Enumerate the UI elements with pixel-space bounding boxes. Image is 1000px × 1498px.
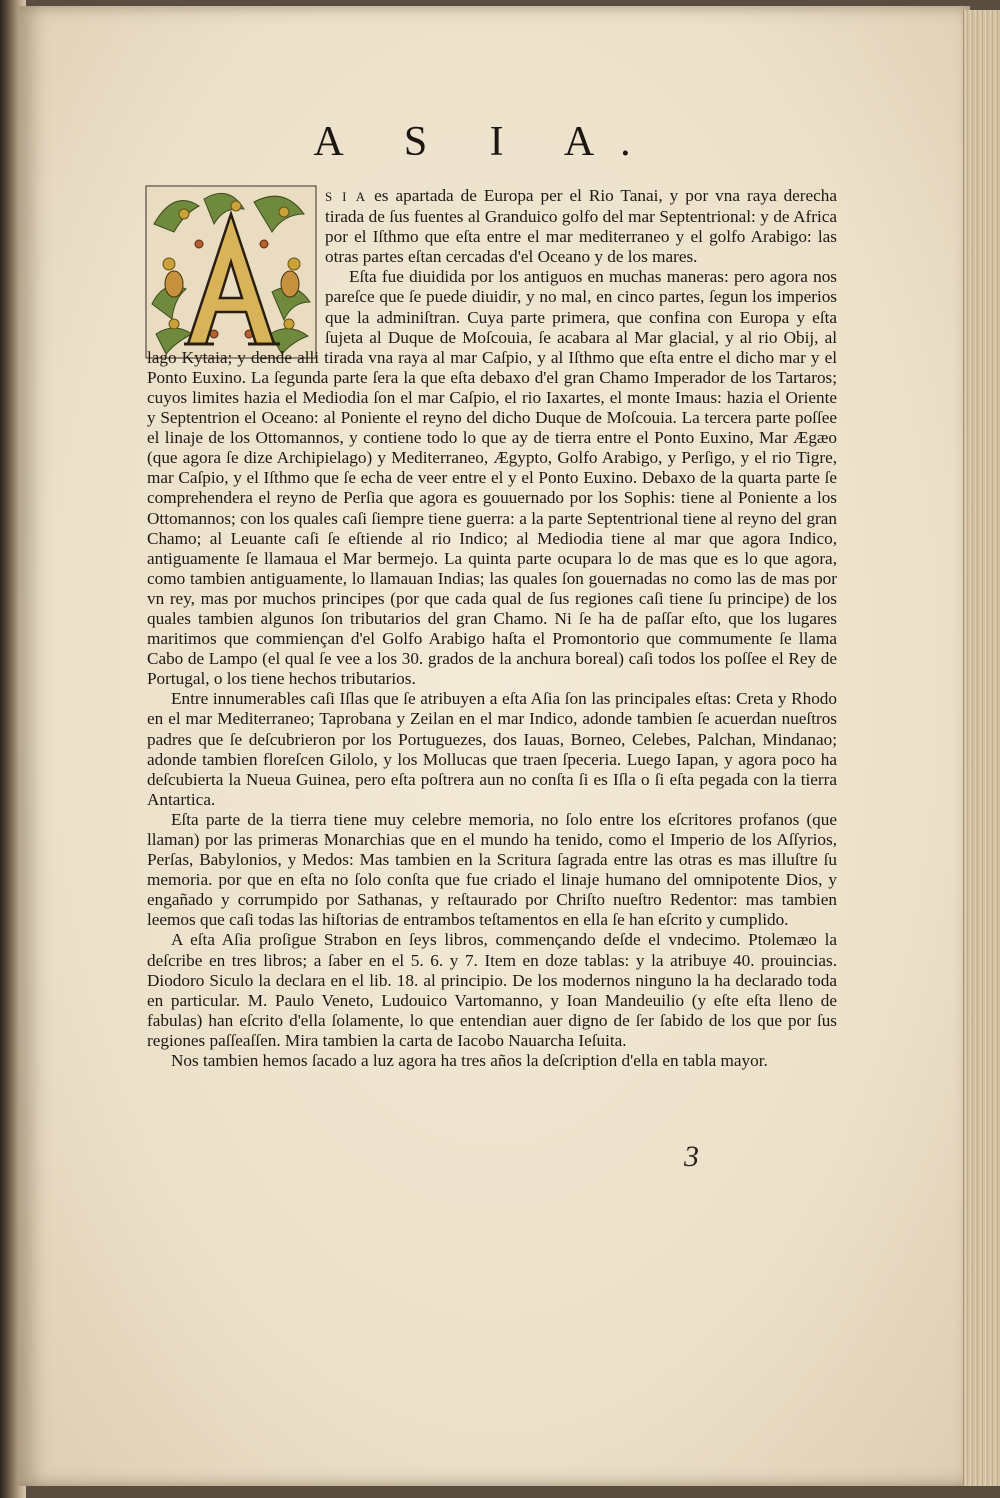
page-edges	[963, 10, 1000, 1486]
paragraph-lead: S I A	[325, 189, 368, 204]
paragraph-2: Eſta fue diuidida por los antiguos en muchas maneras: pero agora nos pareſce que ſe puede diuidir, y no mal, en cinco partes, ſegun los imperios que la adminiſtran. Cuya parte primera, que confina con Europa y eſta ſujeta al Duque de Moſcouia, ſe acabara al Mar glacial, y al rio Obij, al lago Kytaia; y dende alli tirada vna raya al mar Caſpio, y al Iſthmo que eſta entre el dicho mar y el Ponto Euxino. La ſegunda parte ſera la que eſta debaxo d'el gran Chamo Imperador de los Tartaros; cuyos limites hazia el Mediodia ſon el mar Caſpio, el rio Iaxartes, el monte Imaus: hazia el Oriente y Septentrion el Oceano: al Poniente el reyno del dicho Duque de Moſcouia. La tercera parte poſſee el linaje de los Ottomannos, y contiene todo lo que ay de tierra entre el Ponto Euxino, Mar Ægæo (que agora ſe dize Archipielago) y Mediterraneo, Ægypto, Golfo Arabigo, y Perſigo, y el rio Tigre, mar Caſpio, y el Iſthmo que ſe echa de veer entre el y el Ponto Euxino. Debaxo de la quarta parte ſe comprehendera el reyno de Perſia que agora es gouuernado por los Sophis: tiene al Poniente a los Ottomannos; con los quales caſi ſiempre tiene guerra: a la parte Septentrional tiene al reyno del gran Chamo; al Leuante caſi ſe eſtiende al rio Indico; al Mediodia tiene al mar que agora Indico, antiguamente ſe llamaua el Mar bermejo. La quinta parte ocupara lo de mas que es lo que agora, como tambien antiguamente, lo llamauan Indias; las quales ſon gouernadas no como las de mas por vn rey, mas por muchos principes (por que cada qual de ſus regiones caſi tiene ſu principe) de los quales tambien algunos ſon tributarios del gran Chamo. Ni ſe ha de paſſar eſto, que los lugares maritimos que commiençan d'el Golfo Arabigo haſta el Promontorio que commumente ſe llama Cabo de Lampo (el qual ſe vee a los 30. grados de la anchura boreal) caſi todos los poſſee el Rey de Portugal, o los tiene hechos tributarios.	[147, 267, 837, 689]
page-title: A S I A.	[313, 119, 657, 165]
paragraph-text: es apartada de Europa per el Rio Tanai, y por vna raya derecha tirada de ſus fuentes al Granduico golfo del mar Septentrional: y de Africa por el Iſthmo que eſta entre el mar mediterraneo y el golfo Arabigo: las otras partes eſtan cercadas d'el Oceano y de los mares.	[325, 186, 837, 267]
initial-spacer	[147, 188, 325, 346]
body-text	[147, 186, 837, 1071]
paragraph-3: Entre innumerables caſi Iſlas que ſe atribuyen a eſta Aſia ſon las principales eſtas: Creta y Rhodo en el mar Mediterraneo; Taprobana y Zeilan en el mar Indico, adonde tambien ſe acuerdan nueſtros padres que ſe deſcubrieron por los Portuguezes, dos Iauas, Borneo, Celebes, Palchan, Mindanao; adonde tambien floreſcen Gilolo, y los Mollucas que traen ſpeceria. Luego Iapan, y agora poco ha deſcubierta la Nueua Guinea, pero eſta poſtrera aun no conſta ſi es Iſla o ſi eſta pegada con la tierra Antartica.	[147, 689, 837, 809]
paragraph-6: Nos tambien hemos ſacado a luz agora ha tres años la deſcription d'ella en tabla mayor.	[171, 1051, 768, 1071]
paragraph-5: A eſta Aſia proſigue Strabon en ſeys libros, commençando deſde el vndecimo. Ptolemæo la deſcribe en tres libros; a ſaber en el 5. 6. y 7. Item en doze tablas: y la atribuye 40. prouincias. Diodoro Siculo la declara en el lib. 18. al principio. De los modernos ninguno la ha declarado toda en particular. M. Paulo Veneto, Ludouico Vartomanno, y Ioan Mandeuilio (y eſte eſta lleno de fabulas) han eſcrito d'ella ſolamente, lo que entendian auer digno de ſer ſabido de los que por ſus regiones paſſeaſſen. Mira tambien la carta de Iacobo Nauarcha Ieſuita.	[147, 930, 837, 1050]
paragraph-4: Eſta parte de la tierra tiene muy celebre memoria, no ſolo entre los eſcritores profanos (que llaman) por las primeras Monarchias que en el mundo ha tenido, como el Imperio de los Aſſyrios, Perſas, Babylonios, y Medos: Mas tambien en la Scritura ſagrada entre las otras es mas illuſtre ſu memoria. por que en eſta no ſolo conſta que fue criado el linaje humano del omnipotente Dios, y engañado y corrumpido por Sathanas, y reſtaurado por Chriſto nueſtro Redentor: mas tambien leemos que caſi todas las hiſtorias de entrambos teſtamentos en ella ſe han eſcrito y cumplido.	[147, 809, 837, 930]
page-number: 3	[684, 1140, 699, 1173]
